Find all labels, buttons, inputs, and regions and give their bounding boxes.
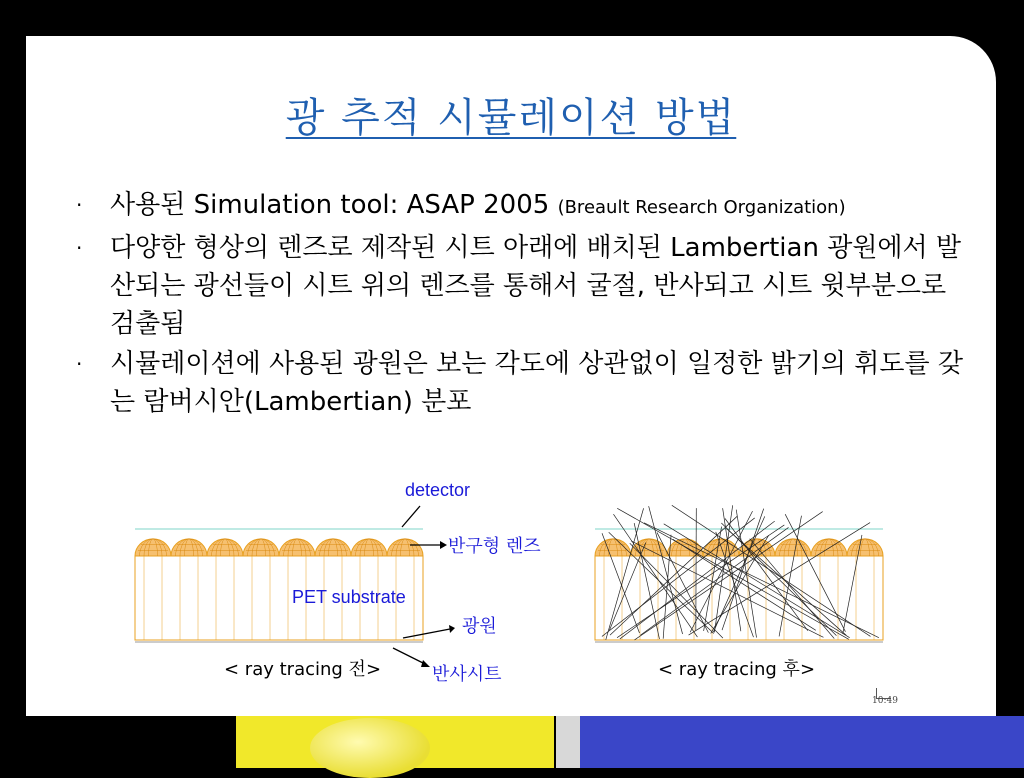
lens-dome: [315, 539, 351, 556]
bullet-text: 다양한 형상의 렌즈로 제작된 시트 아래에 배치된 Lambertian 광원에서 발산되는 광선들이 시트 위의 렌즈를 통해서 굴절, 반사되고 시트 윗부분으로 검출됨: [110, 233, 961, 339]
bullet-marker: ·: [76, 345, 82, 383]
figure-after: [595, 505, 883, 642]
lens-dome: [847, 539, 883, 556]
clock-readout: 10:49: [872, 696, 898, 706]
lens-dome: [387, 539, 423, 556]
bullet-marker: ·: [76, 186, 82, 224]
lens-dome: [135, 539, 171, 556]
ray: [630, 543, 723, 638]
lens-dome: [279, 539, 315, 556]
lens-dome: [811, 539, 847, 556]
lens-dome: [351, 539, 387, 556]
reflector-label: 반사시트: [432, 664, 502, 685]
ray: [620, 521, 775, 639]
lens-arrowhead: [440, 541, 447, 549]
lens-dome: [171, 539, 207, 556]
ray: [785, 514, 845, 632]
reflector-arrow: [393, 648, 425, 664]
detector-label: detector: [405, 480, 470, 500]
source-label: 광원: [462, 615, 497, 637]
lens-dome: [595, 539, 631, 556]
bullet-subtext: (Breault Research Organization): [558, 197, 846, 218]
lens-label: 반구형 렌즈: [448, 536, 541, 557]
caption-before: < ray tracing 전>: [224, 659, 381, 680]
caption-after: < ray tracing 후>: [658, 658, 815, 680]
lens-dome: [243, 539, 279, 556]
lens-dome: [207, 539, 243, 556]
slide-title: 광 추적 시뮬레이션 방법: [26, 86, 996, 143]
bullet-marker: ·: [76, 229, 82, 267]
reflector-arrowhead: [421, 660, 430, 667]
source-arrow: [403, 629, 450, 638]
bullet-text: 사용된 Simulation tool: ASAP 2005: [110, 190, 558, 220]
source-arrowhead: [449, 625, 455, 633]
detector-arrow: [402, 506, 420, 527]
ray: [725, 519, 808, 631]
bullet-text: 시뮬레이션에 사용된 광원은 보는 각도에 상관없이 일정한 밝기의 휘도를 갖는 람버시안(Lambertian) 분포: [110, 349, 963, 417]
substrate-label: PET substrate: [292, 587, 406, 607]
ray: [606, 508, 644, 640]
ray: [610, 516, 737, 635]
